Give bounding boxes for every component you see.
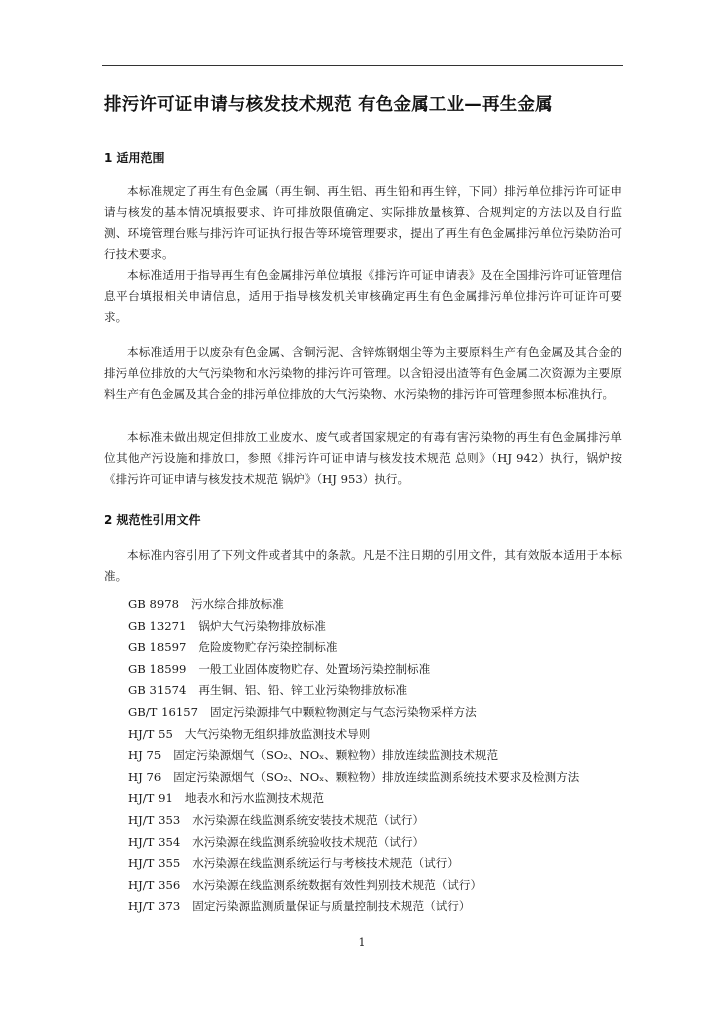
reference-name: 污水综合排放标准 xyxy=(190,597,284,611)
paragraph-scope-3: 本标准适用于以废杂有色金属、含铜污泥、含锌炼钢烟尘等为主要原料生产有色金属及其合金的排污单位排放的大气污染物和水污染物的排污许可管理。以含铅浸出渣等有色金属二次资源为主要原料生产有色金属及其合金的排污单位排放的大气污染物、水污染物的排污许可管理参照本标准执行。 xyxy=(104,345,622,401)
reference-item xyxy=(128,594,628,616)
reference-item xyxy=(128,659,628,681)
reference-code: GB 13271 xyxy=(128,618,187,633)
reference-item xyxy=(128,637,628,659)
reference-code: HJ/T 355 xyxy=(128,856,181,871)
reference-code: HJ/T 354 xyxy=(128,834,181,849)
reference-code: GB/T 16157 xyxy=(128,704,198,719)
reference-code: HJ/T 353 xyxy=(128,812,181,827)
reference-item xyxy=(128,702,628,724)
reference-name: 水污染源在线监测系统验收技术规范（试行） xyxy=(192,834,425,849)
reference-name: 锅炉大气污染物排放标准 xyxy=(198,618,326,633)
reference-name: 固定污染源烟气（SO₂、NOₓ、颗粒物）排放连续监测技术规范 xyxy=(173,748,499,763)
paragraph-scope-1: 本标准规定了再生有色金属（再生铜、再生铝、再生铅和再生锌，下同）排污单位排污许可证申请与核发的基本情况填报要求、许可排放限值确定、实际排放量核算、合规判定的方法以及自行监测、环境管理台账与排污许可证执行报告等环境管理要求，提出了再生有色金属排污单位污染防治可行技术要求。 xyxy=(104,184,622,261)
reference-code: HJ/T 55 xyxy=(128,726,173,741)
reference-item xyxy=(128,832,628,854)
document-title: 排污许可证申请与核发技术规范 有色金属工业—再生金属 xyxy=(104,95,553,115)
reference-name: 水污染源在线监测系统运行与考核技术规范（试行） xyxy=(192,856,459,871)
paragraph-scope-2: 本标准适用于指导再生有色金属排污单位填报《排污许可证申请表》及在全国排污许可证管理信息平台填报相关申请信息，适用于指导核发机关审核确定再生有色金属排污单位排污许可证许可要求。 xyxy=(104,268,622,324)
reference-list xyxy=(128,594,628,918)
page-number: 1 xyxy=(358,936,366,949)
reference-code: HJ 76 xyxy=(128,769,162,784)
reference-name: 地表水和污水监测技术规范 xyxy=(184,791,324,806)
reference-code: HJ/T 356 xyxy=(128,877,181,892)
reference-item xyxy=(128,767,628,789)
reference-name: 再生铜、铝、铅、锌工业污染物排放标准 xyxy=(198,683,408,698)
paragraph-scope-4: 本标准未做出规定但排放工业废水、废气或者国家规定的有毒有害污染物的再生有色金属排污单位其他产污设施和排放口，参照《排污许可证申请与核发技术规范 总则》（HJ 942）执行，锅炉按《排污许可证申请与核发技术规范 锅炉》（HJ 953）执行。 xyxy=(104,430,622,486)
reference-code: GB 18599 xyxy=(128,661,187,676)
reference-item xyxy=(128,680,628,702)
reference-item xyxy=(128,745,628,767)
reference-item xyxy=(128,853,628,875)
reference-item xyxy=(128,810,628,832)
reference-code: GB 31574 xyxy=(128,683,187,698)
section-heading-references: 2 规范性引用文件 xyxy=(104,513,201,527)
reference-name: 水污染源在线监测系统安装技术规范（试行） xyxy=(192,812,425,827)
reference-name: 大气污染物无组织排放监测技术导则 xyxy=(184,726,371,741)
reference-code: HJ/T 91 xyxy=(128,791,173,806)
reference-code: GB 18597 xyxy=(128,640,187,655)
reference-item xyxy=(128,788,628,810)
reference-name: 固定污染源监测质量保证与质量控制技术规范（试行） xyxy=(192,899,471,914)
reference-item xyxy=(128,724,628,746)
reference-name: 水污染源在线监测系统数据有效性判别技术规范（试行） xyxy=(192,877,483,892)
reference-code: HJ 75 xyxy=(128,748,162,763)
reference-name: 固定污染源烟气（SO₂、NOₓ、颗粒物）排放连续监测系统技术要求及检测方法 xyxy=(173,769,580,784)
reference-name: 一般工业固体废物贮存、处置场污染控制标准 xyxy=(198,661,431,676)
reference-item xyxy=(128,896,628,918)
reference-item xyxy=(128,875,628,897)
reference-name: 固定污染源排气中颗粒物测定与气态污染物采样方法 xyxy=(210,704,477,719)
paragraph-references-intro: 本标准内容引用了下列文件或者其中的条款。凡是不注日期的引用文件，其有效版本适用于本标准。 xyxy=(104,548,622,583)
reference-code: HJ/T 373 xyxy=(128,899,181,914)
reference-name: 危险废物贮存污染控制标准 xyxy=(198,640,338,655)
header-rule xyxy=(102,65,623,66)
reference-code: GB 8978 xyxy=(128,597,179,611)
reference-item xyxy=(128,616,628,638)
section-heading-scope: 1 适用范围 xyxy=(104,151,165,165)
